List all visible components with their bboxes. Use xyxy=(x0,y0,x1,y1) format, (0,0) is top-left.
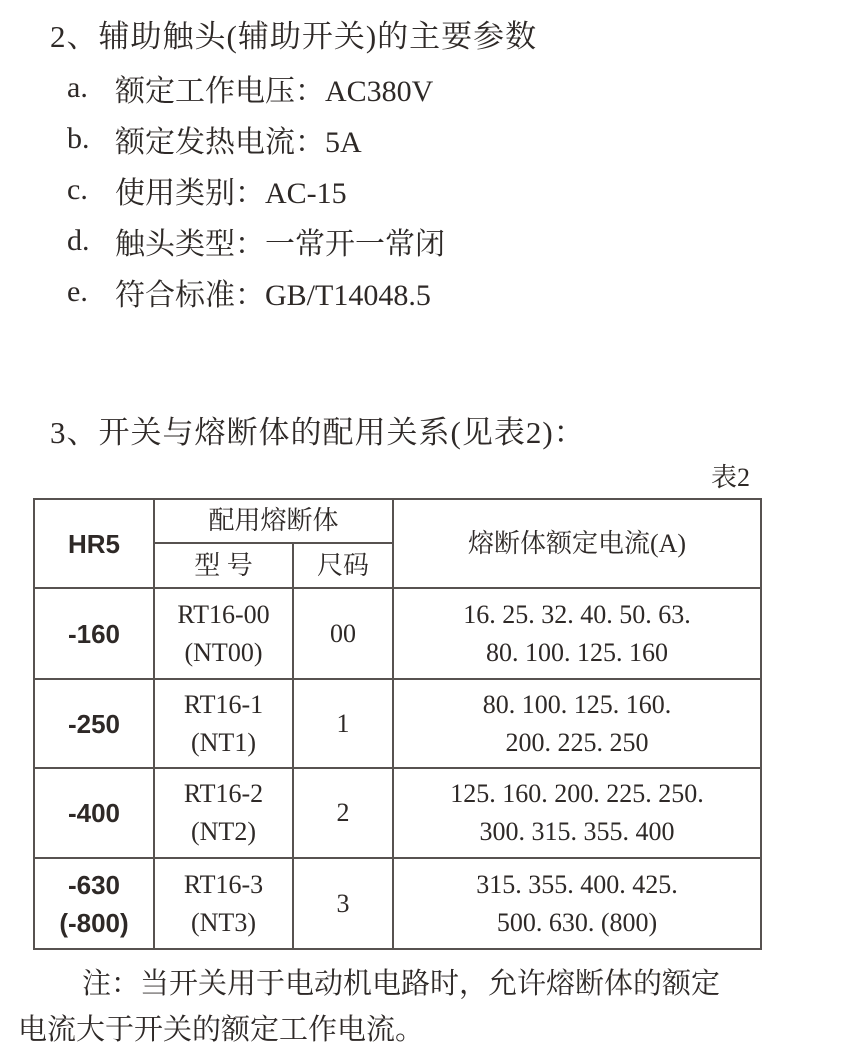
list-marker: a. xyxy=(67,70,88,104)
hr5-value: -400 xyxy=(67,798,121,828)
current-line1: 16. 25. 32. 40. 50. 63. xyxy=(463,599,691,629)
list-item-contact-type xyxy=(67,215,445,266)
list-item-utilization-category xyxy=(67,164,445,215)
table-row xyxy=(34,588,761,679)
current-cell xyxy=(393,679,761,768)
hr5-cell xyxy=(34,588,154,679)
model-line1: RT16-00 xyxy=(177,599,270,629)
hr5-cell xyxy=(34,858,154,949)
table-row xyxy=(34,679,761,768)
hr5-value: -250 xyxy=(67,708,121,739)
current-cell xyxy=(393,858,761,949)
model-cell xyxy=(154,858,293,949)
size-cell: 1 xyxy=(293,679,393,768)
header-rated-current-cell: 熔断体额定电流(A) xyxy=(393,499,761,588)
size-cell: 00 xyxy=(293,588,393,679)
hr5-value: -160 xyxy=(67,618,121,649)
hr5-value-line2: (-800) xyxy=(59,907,129,938)
current-line2: 300. 315. 355. 400 xyxy=(479,817,675,846)
section3-heading: 3、开关与熔断体的配用关系(见表2)： xyxy=(50,415,586,450)
current-line2: 80. 100. 125. 160 xyxy=(486,637,669,667)
list-marker: c. xyxy=(67,172,88,206)
header-model-cell: 型 号 xyxy=(154,543,293,588)
aux-contact-param-list xyxy=(67,62,445,317)
list-item-text: 符合标准：GB/T14048.5 xyxy=(115,278,431,312)
model-line2: (NT2) xyxy=(191,817,256,846)
hr5-value-line1: -630 xyxy=(67,869,121,900)
fuse-compatibility-table xyxy=(33,498,762,950)
model-cell xyxy=(154,768,293,858)
model-cell xyxy=(154,588,293,679)
list-item-rated-voltage xyxy=(67,62,445,113)
note-line-1: 注：当开关用于电动机电路时，允许熔断体的额定 xyxy=(82,968,721,1000)
model-line2: (NT00) xyxy=(184,637,263,667)
list-item-text: 触头类型：一常开一常闭 xyxy=(115,227,445,261)
table-note xyxy=(18,961,848,1053)
header-fuse-group-cell: 配用熔断体 xyxy=(154,499,393,543)
list-marker: e. xyxy=(67,274,88,308)
model-line1: RT16-2 xyxy=(183,779,264,808)
current-cell xyxy=(393,588,761,679)
list-item-text: 额定发热电流：5A xyxy=(115,125,362,159)
list-marker: b. xyxy=(67,121,90,155)
table-row xyxy=(34,858,761,949)
note-line-2: 电流大于开关的额定工作电流。 xyxy=(18,1014,425,1046)
list-item-rated-current xyxy=(67,113,445,164)
current-line2: 200. 225. 250 xyxy=(505,727,649,757)
list-marker: d. xyxy=(67,223,90,257)
model-cell xyxy=(154,679,293,768)
size-cell: 2 xyxy=(293,768,393,858)
current-line1: 80. 100. 125. 160. xyxy=(482,689,672,719)
table-row xyxy=(34,768,761,858)
list-item-standard xyxy=(67,266,445,317)
model-line2: (NT3) xyxy=(191,907,256,937)
current-line1: 315. 355. 400. 425. xyxy=(476,869,678,899)
header-hr5-cell: HR5 xyxy=(34,499,154,588)
header-size-cell: 尺码 xyxy=(293,543,393,588)
hr5-cell xyxy=(34,679,154,768)
current-line2: 500. 630. (800) xyxy=(496,907,658,937)
table2-label: 表2 xyxy=(710,463,750,492)
model-line1: RT16-1 xyxy=(183,689,264,719)
model-line1: RT16-3 xyxy=(183,869,264,899)
hr5-cell xyxy=(34,768,154,858)
section2-heading: 2、辅助触头(辅助开关)的主要参数 xyxy=(50,19,538,54)
list-item-text: 使用类别：AC-15 xyxy=(115,176,347,210)
current-line1: 125. 160. 200. 225. 250. xyxy=(450,779,704,808)
table-header-row-1 xyxy=(34,499,761,543)
size-cell: 3 xyxy=(293,858,393,949)
current-cell xyxy=(393,768,761,858)
list-item-text: 额定工作电压：AC380V xyxy=(115,74,434,108)
model-line2: (NT1) xyxy=(191,727,256,757)
